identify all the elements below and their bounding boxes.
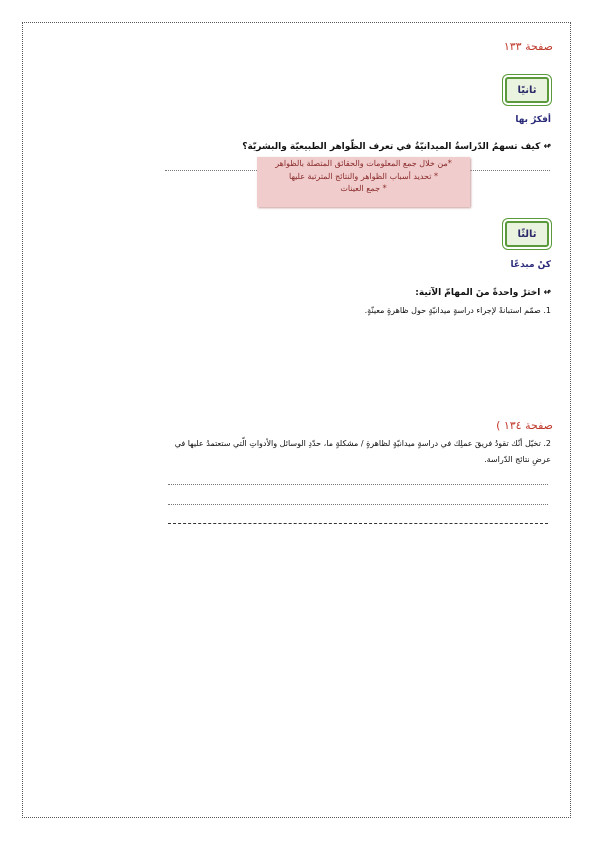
answer-line-3: * جمع العينات [340, 184, 387, 193]
section-badge-second: ثانيًا [505, 77, 549, 103]
section-badge-third: ثالثًا [505, 221, 549, 247]
writing-line-2 [168, 504, 548, 505]
section-subheading-think: أفكرُ بها [515, 115, 551, 125]
page-number-134: صفحة ١٣٤ ) [496, 419, 553, 432]
answer-line-1: *من خلال جمع المعلومات والحقائق المتصلة بالظواهر [275, 159, 452, 168]
tasks-instruction: ↫ اخترْ واحدةً منَ المهامّ الآتية: [415, 288, 551, 298]
answer-line-2: * تحديد أسباب الظواهر والنتائج المترتبة عليها [289, 171, 438, 181]
task-item-1: 1. صمّم استبانةً لإجراء دراسةٍ ميدانيّةٍ حول ظاهرةٍ معينّةٍ. [364, 306, 551, 315]
task-item-2: 2. تخيّل أنّك تقودُ فريقَ عملِك في دراسةٍ ميدانيّةٍ لظاهرةٍ / مشكلةٍ ما، حدّدِ الوسائل والأدواتِ الّتي ستعتمدُ عليها في عرضِ نتائج الدّراسة. [174, 439, 551, 464]
answer-line-left [165, 170, 257, 171]
question-field-study: ↫ كيف تسهمُ الدّراسةُ الميدانيّةُ في تعرف الظّواهر الطبيعيّة والبشريّة؟ [242, 142, 551, 152]
handwritten-answer-box [257, 157, 470, 207]
answer-line-right [470, 170, 550, 171]
page-number-133: صفحة ١٣٣ [503, 40, 553, 53]
writing-line-1 [168, 484, 548, 485]
section-subheading-creative: كنْ مبدعًا [510, 260, 551, 270]
writing-line-3 [168, 523, 548, 524]
